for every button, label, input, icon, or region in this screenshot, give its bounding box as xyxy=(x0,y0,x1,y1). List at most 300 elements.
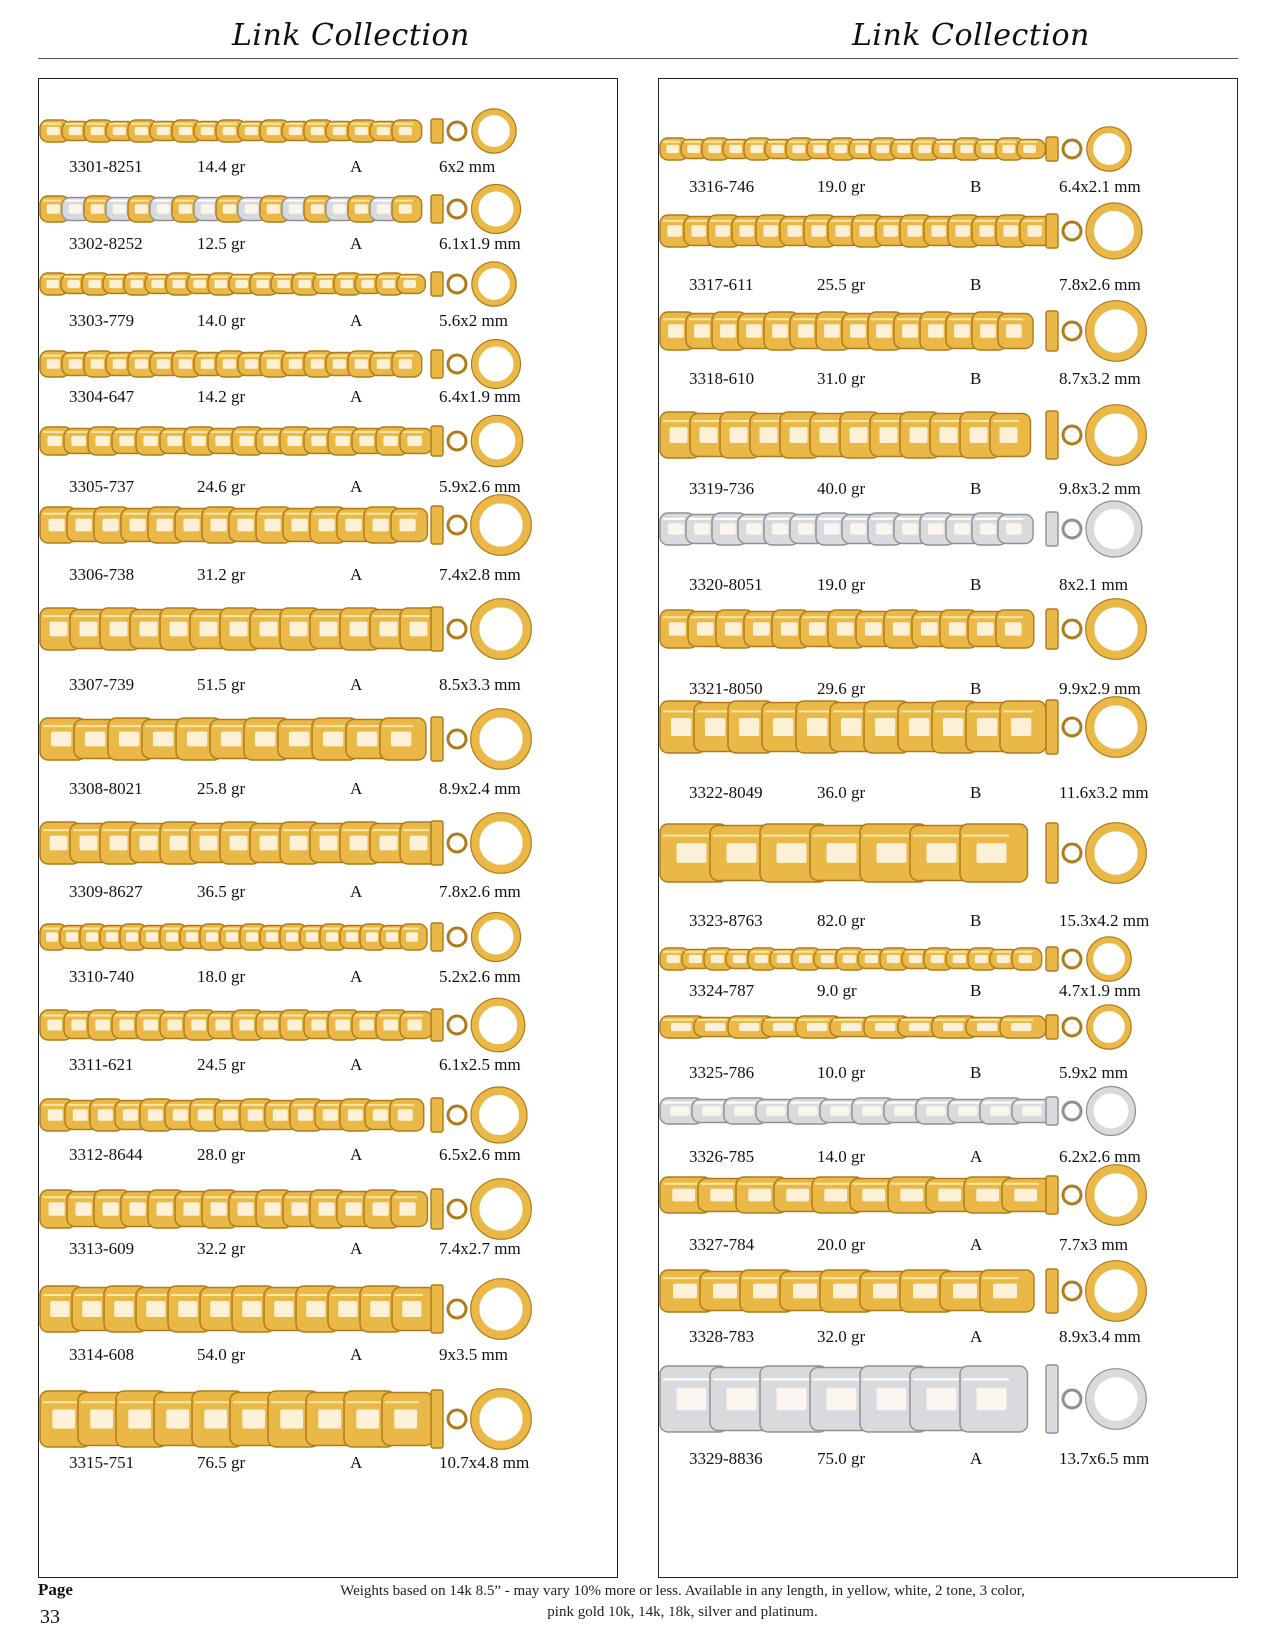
lobster-clasp xyxy=(1090,207,1138,255)
lobster-clasp xyxy=(1090,603,1142,655)
chain-link-gap xyxy=(729,145,742,153)
chain-link-gap xyxy=(897,145,910,153)
chain-link-gap xyxy=(82,1301,101,1317)
chain-link-gap xyxy=(157,204,170,214)
chain-link-gap xyxy=(821,955,834,963)
size-label: 7.8x2.6 mm xyxy=(439,882,521,901)
chain-link-gap xyxy=(267,204,280,214)
jump-ring xyxy=(1063,950,1081,968)
size-label: 6.2x2.6 mm xyxy=(1059,1147,1141,1166)
chain-link-gap xyxy=(708,145,721,153)
chain-link-gap xyxy=(129,1202,145,1215)
chain-link-gap xyxy=(237,519,253,532)
lobster-clasp-edge xyxy=(471,599,532,660)
lobster-clasp-edge xyxy=(1087,1005,1131,1049)
chain-link-gap xyxy=(140,622,158,637)
chain-link-gap xyxy=(773,1023,793,1031)
size-label: 9.9x2.9 mm xyxy=(1059,679,1141,698)
chain-link-gap xyxy=(298,280,311,288)
chain-link-gap xyxy=(887,955,900,963)
chain-link-gap xyxy=(113,127,126,135)
chain-link-gap xyxy=(824,523,840,535)
chain-link-gap xyxy=(235,280,248,288)
chain-link-gap xyxy=(705,1023,725,1031)
chain-end-cap xyxy=(1046,609,1058,649)
chain-link-gap xyxy=(183,519,199,532)
jump-ring xyxy=(448,122,466,140)
chain-link-gap xyxy=(106,932,118,942)
chain-link-gap xyxy=(380,836,398,851)
chain-link-gap xyxy=(91,359,104,369)
chain-link-gap xyxy=(366,932,378,942)
sku-label: 3310-740 xyxy=(69,967,135,986)
weight-label: 14.0 gr xyxy=(817,1147,866,1166)
chain-link-gap xyxy=(50,1301,69,1317)
size-label: 5.9x2.6 mm xyxy=(439,477,521,496)
chain-link-gap xyxy=(949,622,966,635)
chain-link-gap xyxy=(710,1189,733,1202)
chain-link-gap xyxy=(274,1301,293,1317)
chain-link-gap xyxy=(311,204,324,214)
lobster-clasp xyxy=(1090,305,1142,357)
grade-label: B xyxy=(970,783,982,802)
chain-link-gap xyxy=(191,1020,205,1031)
weight-label: 75.0 gr xyxy=(817,1449,866,1468)
chain-end-cap xyxy=(431,350,443,378)
chain-link-gap xyxy=(200,836,218,851)
weight-label: 31.2 gr xyxy=(197,565,246,584)
chain-link-gap xyxy=(694,324,710,337)
chain-link-gap xyxy=(837,622,854,635)
chain-link-gap xyxy=(909,955,922,963)
size-label: 6.4x2.1 mm xyxy=(1059,177,1141,196)
chain-link-gap xyxy=(201,127,214,135)
chain-link-gap xyxy=(50,622,68,637)
chain-link-gap xyxy=(391,732,411,747)
sku-label: 3306-738 xyxy=(69,565,135,584)
chain-link-gap xyxy=(52,1409,75,1428)
sku-label: 3302-8252 xyxy=(69,234,143,253)
weight-label: 14.0 gr xyxy=(197,311,246,330)
chain-link-gap xyxy=(210,519,226,532)
chain-link-gap xyxy=(943,1023,963,1031)
chain-link-gap xyxy=(894,1106,913,1116)
chain-link-gap xyxy=(786,1189,809,1202)
chain-end-cap xyxy=(1046,311,1058,351)
chain-link-gap xyxy=(210,1301,229,1317)
chain-link-gap xyxy=(954,324,970,337)
chain-link-gap xyxy=(668,324,684,337)
jump-ring xyxy=(448,1106,466,1124)
sku-label: 3320-8051 xyxy=(689,575,763,594)
chain-link-gap xyxy=(772,523,788,535)
chain-link-gap xyxy=(273,1109,288,1121)
chain-link-gap xyxy=(47,436,61,446)
grade-label: A xyxy=(970,1147,983,1166)
lobster-clasp-edge xyxy=(471,998,525,1052)
lobster-clasp xyxy=(1090,1265,1142,1317)
chain-image xyxy=(39,586,617,672)
chain-link-gap xyxy=(403,280,416,288)
chain-link-gap xyxy=(335,1020,349,1031)
lobster-clasp xyxy=(475,817,527,869)
chain-link-gap xyxy=(931,225,945,237)
chain-link-gap xyxy=(183,1202,199,1215)
chain-end-cap xyxy=(1046,1365,1058,1433)
grade-label: A xyxy=(350,565,363,584)
grade-label: B xyxy=(970,177,982,196)
lobster-clasp xyxy=(475,713,527,765)
chain-link-gap xyxy=(286,932,298,942)
chain-link-gap xyxy=(291,519,307,532)
page-number: 33 xyxy=(40,1606,60,1628)
chain-link-gap xyxy=(755,955,768,963)
chain-end-cap xyxy=(431,1189,443,1229)
jump-ring xyxy=(1063,844,1081,862)
lobster-clasp-edge xyxy=(1087,937,1131,981)
chain-link-gap xyxy=(71,436,85,446)
chain-link-gap xyxy=(835,225,849,237)
chain-link-gap xyxy=(862,1106,881,1116)
chain-link-gap xyxy=(267,359,280,369)
weight-label: 36.5 gr xyxy=(197,882,246,901)
chain-link-gap xyxy=(1019,955,1032,963)
chain-link-gap xyxy=(318,1202,334,1215)
chain-link-gap xyxy=(289,359,302,369)
chain-link-gap xyxy=(850,523,866,535)
chain-link-gap xyxy=(386,932,398,942)
chain-link-gap xyxy=(938,1189,961,1202)
grade-label: A xyxy=(350,157,363,176)
chain-link-gap xyxy=(875,1023,895,1031)
chain-link-gap xyxy=(51,732,71,747)
chain-link-gap xyxy=(918,145,931,153)
chain-link-gap xyxy=(926,1106,945,1116)
chain-link-gap xyxy=(739,1023,759,1031)
product-spec-row xyxy=(39,1145,617,1165)
chain-link-gap xyxy=(90,1409,113,1428)
sku-label: 3308-8021 xyxy=(69,779,143,798)
sku-label: 3314-608 xyxy=(69,1345,135,1364)
lobster-clasp-edge xyxy=(471,415,522,466)
lobster-clasp-edge xyxy=(472,913,521,962)
chain-link-gap xyxy=(338,1301,357,1317)
chain-link-gap xyxy=(148,1109,163,1121)
chain-link-gap xyxy=(943,718,963,736)
chain-link-gap xyxy=(827,1388,857,1410)
product-spec-row xyxy=(39,882,617,902)
chain-link-gap xyxy=(777,1388,807,1410)
size-label: 8x2.1 mm xyxy=(1059,575,1128,594)
chain-link-gap xyxy=(880,427,898,443)
grade-label: B xyxy=(970,479,982,498)
chain-link-gap xyxy=(670,1106,689,1116)
chain-link-gap xyxy=(245,359,258,369)
right-catalog-panel xyxy=(658,78,1238,1578)
chain-link-gap xyxy=(689,955,702,963)
chain-link-gap xyxy=(993,1284,1017,1299)
chain-image xyxy=(39,405,617,477)
lobster-clasp xyxy=(475,499,527,551)
lobster-clasp-edge xyxy=(1087,1087,1136,1136)
lobster-clasp xyxy=(475,1091,523,1139)
chain-link-gap xyxy=(1011,1023,1031,1031)
lobster-clasp xyxy=(475,188,517,230)
sku-label: 3322-8049 xyxy=(689,783,763,802)
sku-label: 3326-785 xyxy=(689,1147,755,1166)
chain-link-gap xyxy=(1003,225,1017,237)
size-label: 7.8x2.6 mm xyxy=(1059,275,1141,294)
chain-link-gap xyxy=(809,622,826,635)
chain-link-gap xyxy=(383,436,397,446)
chain-link-gap xyxy=(143,1020,157,1031)
chain-image xyxy=(659,1248,1237,1334)
chain-link-gap xyxy=(318,1409,341,1428)
chain-link-gap xyxy=(179,204,192,214)
chain-link-gap xyxy=(781,622,798,635)
chain-image xyxy=(659,193,1237,269)
chain-link-gap xyxy=(753,1284,777,1299)
weight-label: 14.2 gr xyxy=(197,387,246,406)
chain-link-gap xyxy=(410,836,428,851)
chain-link-gap xyxy=(69,359,82,369)
jump-ring xyxy=(448,928,466,946)
sku-label: 3304-647 xyxy=(69,387,135,406)
size-label: 5.6x2 mm xyxy=(439,311,508,330)
chain-link-gap xyxy=(394,1409,417,1428)
weight-label: 25.8 gr xyxy=(197,779,246,798)
chain-link-gap xyxy=(372,519,388,532)
chain-link-gap xyxy=(865,955,878,963)
chain-image xyxy=(39,98,617,164)
chain-link-gap xyxy=(760,427,778,443)
chain-link-gap xyxy=(95,1020,109,1031)
sku-label: 3301-8251 xyxy=(69,157,143,176)
chain-link-gap xyxy=(834,145,847,153)
jump-ring xyxy=(448,834,466,852)
chain-link-gap xyxy=(290,836,308,851)
sku-label: 3312-8644 xyxy=(69,1145,143,1164)
chain-link-gap xyxy=(128,1409,151,1428)
chain-link-gap xyxy=(979,225,993,237)
sku-label: 3329-8836 xyxy=(689,1449,763,1468)
chain-link-gap xyxy=(166,932,178,942)
chain-link-gap xyxy=(291,1202,307,1215)
chain-link-gap xyxy=(266,932,278,942)
grade-label: A xyxy=(350,1239,363,1258)
weight-label: 18.0 gr xyxy=(197,967,246,986)
chain-link-gap xyxy=(71,1020,85,1031)
chain-link-gap xyxy=(311,359,324,369)
chain-link-gap xyxy=(981,145,994,153)
chain-end-cap xyxy=(431,272,443,296)
lobster-clasp-edge xyxy=(1086,405,1147,466)
chain-link-gap xyxy=(204,1409,227,1428)
jump-ring xyxy=(448,1016,466,1034)
lobster-clasp-edge xyxy=(471,1389,532,1450)
chain-link-gap xyxy=(156,1202,172,1215)
chain-link-gap xyxy=(318,519,334,532)
jump-ring xyxy=(448,1300,466,1318)
chain-end-cap xyxy=(1046,1176,1058,1214)
chain-link-gap xyxy=(667,955,680,963)
sku-label: 3317-611 xyxy=(689,275,754,294)
chain-link-gap xyxy=(940,427,958,443)
grade-label: A xyxy=(350,675,363,694)
chain-link-gap xyxy=(167,436,181,446)
chain-link-gap xyxy=(239,1020,253,1031)
jump-ring xyxy=(448,275,466,293)
lobster-clasp-edge xyxy=(1087,127,1131,171)
chain-link-gap xyxy=(711,955,724,963)
chain-link-gap xyxy=(248,1109,263,1121)
chain-link-gap xyxy=(319,280,332,288)
chain-link-gap xyxy=(346,932,358,942)
chain-link-gap xyxy=(47,359,60,369)
size-label: 6.4x1.9 mm xyxy=(439,387,521,406)
chain-link-gap xyxy=(790,427,808,443)
chain-end-cap xyxy=(1046,1015,1058,1039)
chain-link-gap xyxy=(350,622,368,637)
chain-link-gap xyxy=(792,145,805,153)
lobster-clasp xyxy=(1090,701,1142,753)
chain-link-gap xyxy=(746,523,762,535)
chain-image xyxy=(39,696,617,782)
size-label: 15.3x4.2 mm xyxy=(1059,911,1150,930)
jump-ring xyxy=(1063,1390,1081,1408)
chain-link-gap xyxy=(1023,145,1036,153)
jump-ring xyxy=(1063,1186,1081,1204)
lobster-clasp xyxy=(1090,1008,1128,1046)
chain-link-gap xyxy=(715,225,729,237)
chain-link-gap xyxy=(727,1388,757,1410)
chain-link-gap xyxy=(277,280,290,288)
chain-link-gap xyxy=(977,1023,997,1031)
footnote-line-1: Weights based on 14k 8.5” - may vary 10% more or less. Available in any length, in yellow, white, 2 tone, 3 color, xyxy=(340,1583,1025,1599)
chain-link-gap xyxy=(739,718,759,736)
weight-label: 19.0 gr xyxy=(817,177,866,196)
chain-link-gap xyxy=(380,622,398,637)
chain-link-gap xyxy=(355,127,368,135)
chain-link-gap xyxy=(260,622,278,637)
chain-link-gap xyxy=(200,622,218,637)
chain-link-gap xyxy=(677,1388,707,1410)
jump-ring xyxy=(448,1410,466,1428)
lobster-clasp-edge xyxy=(1086,697,1147,758)
chain-link-gap xyxy=(977,622,994,635)
chain-end-cap xyxy=(1046,411,1058,459)
chain-link-gap xyxy=(263,1020,277,1031)
chain-link-gap xyxy=(214,280,227,288)
chain-link-gap xyxy=(323,1109,338,1121)
chain-link-gap xyxy=(748,1189,771,1202)
chain-link-gap xyxy=(399,359,412,369)
weight-label: 29.6 gr xyxy=(817,679,866,698)
lobster-clasp xyxy=(1090,1090,1132,1132)
lobster-clasp xyxy=(1090,505,1138,553)
jump-ring xyxy=(1063,1102,1081,1120)
chain-link-gap xyxy=(289,204,302,214)
grade-label: A xyxy=(350,1345,363,1364)
chain-link-gap xyxy=(766,1106,785,1116)
chain-link-gap xyxy=(166,1409,189,1428)
size-label: 6.5x2.6 mm xyxy=(439,1145,521,1164)
chain-link-gap xyxy=(146,1301,165,1317)
chain-image xyxy=(39,1264,617,1354)
grade-label: A xyxy=(350,1453,363,1472)
chain-link-gap xyxy=(1014,1189,1037,1202)
chain-link-gap xyxy=(256,280,269,288)
chain-link-gap xyxy=(931,955,944,963)
sku-label: 3325-786 xyxy=(689,1063,755,1082)
grade-label: B xyxy=(970,981,982,1000)
chain-link-gap xyxy=(67,280,80,288)
chain-link-gap xyxy=(109,280,122,288)
chain-link-gap xyxy=(113,204,126,214)
size-label: 8.9x2.4 mm xyxy=(439,779,521,798)
size-label: 6x2 mm xyxy=(439,157,496,176)
chain-link-gap xyxy=(260,836,278,851)
chain-link-gap xyxy=(773,718,793,736)
jump-ring xyxy=(1063,322,1081,340)
chain-link-gap xyxy=(86,932,98,942)
chain-link-gap xyxy=(402,1301,421,1317)
sku-label: 3324-787 xyxy=(689,981,755,1000)
chain-link-gap xyxy=(1022,1106,1041,1116)
chain-link-gap xyxy=(893,622,910,635)
chain-link-gap xyxy=(771,145,784,153)
weight-label: 40.0 gr xyxy=(817,479,866,498)
chain-link-gap xyxy=(958,1106,977,1116)
product-spec-row xyxy=(39,565,617,585)
chain-link-gap xyxy=(187,732,207,747)
lobster-clasp-edge xyxy=(471,1179,532,1240)
chain-link-gap xyxy=(146,932,158,942)
chain-link-gap xyxy=(777,843,807,863)
chain-link-gap xyxy=(720,324,736,337)
chain-link-gap xyxy=(730,427,748,443)
chain-link-gap xyxy=(157,359,170,369)
chain-image xyxy=(659,588,1237,670)
grade-label: A xyxy=(350,1145,363,1164)
chain-end-cap xyxy=(1046,214,1058,248)
chain-link-gap xyxy=(953,955,966,963)
chain-end-cap xyxy=(431,1098,443,1132)
chain-link-gap xyxy=(382,280,395,288)
chain-image xyxy=(39,988,617,1062)
lobster-clasp-edge xyxy=(1086,301,1147,362)
chain-link-gap xyxy=(666,145,679,153)
lobster-clasp-edge xyxy=(472,340,521,389)
chain-link-gap xyxy=(672,1189,695,1202)
chain-link-gap xyxy=(671,718,691,736)
chain-link-gap xyxy=(798,523,814,535)
chain-link-gap xyxy=(179,127,192,135)
chain-link-gap xyxy=(47,204,60,214)
weight-label: 76.5 gr xyxy=(197,1453,246,1472)
footnote-line-2: pink gold 10k, 14k, 18k, silver and platinum. xyxy=(547,1604,818,1620)
lobster-clasp-edge xyxy=(472,185,521,234)
chain-link-gap xyxy=(977,718,997,736)
chain-link-gap xyxy=(102,1202,118,1215)
chain-link-gap xyxy=(201,204,214,214)
size-label: 8.9x3.4 mm xyxy=(1059,1327,1141,1346)
chain-link-gap xyxy=(862,1189,885,1202)
chain-link-gap xyxy=(883,225,897,237)
product-spec-row xyxy=(39,387,617,407)
chain-link-gap xyxy=(667,225,681,237)
chain-link-gap xyxy=(873,1284,897,1299)
